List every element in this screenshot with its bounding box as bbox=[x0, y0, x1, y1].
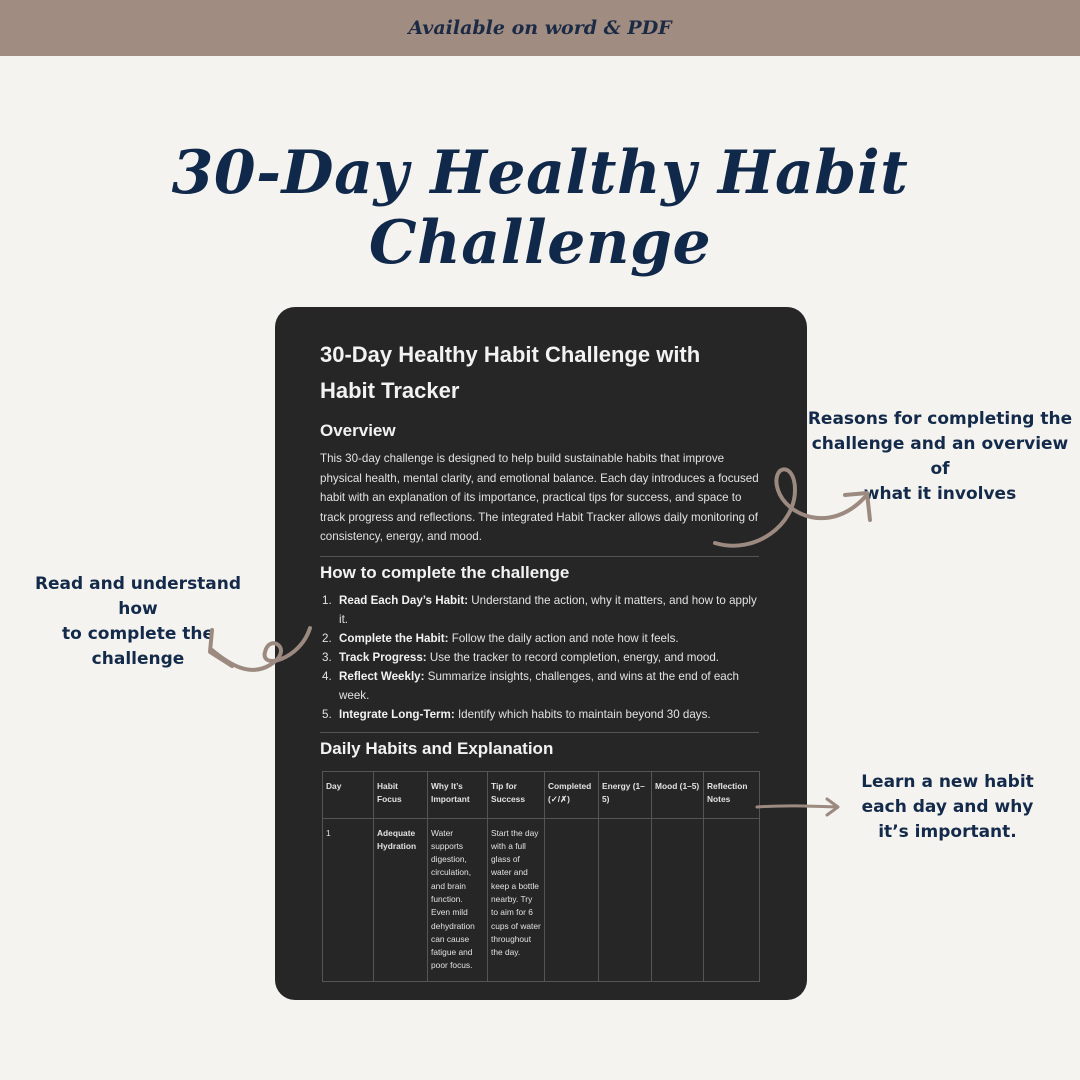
step-item bbox=[320, 648, 759, 667]
step-label: Read Each Day’s Habit: bbox=[339, 593, 469, 607]
step-label: Integrate Long-Term: bbox=[339, 707, 455, 721]
column-header: Mood (1–5) bbox=[652, 771, 704, 818]
step-number: 3. bbox=[322, 650, 332, 664]
annotation-daily-habits bbox=[830, 770, 1065, 845]
step-label: Track Progress: bbox=[339, 650, 427, 664]
column-header: Habit Focus bbox=[374, 771, 428, 818]
table-cell: Start the day with a full glass of water and keep a bottle nearby. Try to aim for 6 cups of water throughout the day. bbox=[488, 818, 545, 981]
habit-table bbox=[322, 771, 760, 982]
table-cell bbox=[545, 818, 599, 981]
annotation-line: each day and why bbox=[861, 797, 1034, 817]
step-item bbox=[320, 705, 759, 724]
arrow-right-icon bbox=[755, 795, 845, 819]
document-title-line1: 30-Day Healthy Habit Challenge with bbox=[320, 342, 701, 367]
divider bbox=[320, 556, 759, 557]
step-item bbox=[320, 591, 759, 629]
curly-arrow-icon bbox=[700, 455, 890, 565]
steps-list bbox=[320, 591, 759, 724]
step-number: 4. bbox=[322, 669, 332, 683]
top-banner bbox=[0, 0, 1080, 56]
overview-heading: Overview bbox=[320, 421, 396, 440]
howto-heading: How to complete the challenge bbox=[320, 562, 570, 582]
step-item bbox=[320, 629, 759, 648]
column-header: Day bbox=[323, 771, 374, 818]
annotation-line: Learn a new habit bbox=[861, 772, 1034, 792]
step-label: Reflect Weekly: bbox=[339, 669, 425, 683]
document-title bbox=[320, 337, 759, 409]
table-cell bbox=[704, 818, 760, 981]
table-row bbox=[323, 818, 760, 981]
step-text: Use the tracker to record completion, energy, and mood. bbox=[426, 650, 720, 664]
step-text: Understand the action, why it matters, and how to apply it. bbox=[339, 593, 757, 626]
table-header-row bbox=[323, 771, 760, 818]
daily-heading: Daily Habits and Explanation bbox=[320, 738, 554, 758]
document-preview bbox=[275, 307, 807, 1000]
step-item bbox=[320, 667, 759, 705]
step-text: Summarize insights, challenges, and wins at the end of each week. bbox=[339, 669, 739, 702]
annotation-line: Read and understand how bbox=[34, 574, 242, 619]
column-header: Energy (1–5) bbox=[599, 771, 652, 818]
divider bbox=[320, 732, 759, 733]
document-title-line2: Habit Tracker bbox=[320, 378, 460, 403]
annotation-line: to complete the challenge bbox=[61, 624, 215, 669]
annotation-line: it’s important. bbox=[878, 822, 1017, 842]
column-header: Tip for Success bbox=[488, 771, 545, 818]
column-header: Reflection Notes bbox=[704, 771, 760, 818]
page-title: 30-Day Healthy Habit Challenge bbox=[171, 138, 909, 278]
step-text: Identify which habits to maintain beyond 30 days. bbox=[454, 707, 711, 721]
annotation-line: challenge and an overview of bbox=[811, 434, 1069, 479]
step-number: 5. bbox=[322, 707, 332, 721]
curly-arrow-icon bbox=[200, 620, 320, 680]
table-cell: Water supports digestion, circulation, and brain function. Even mild dehydration can cause fatigue and poor focus. bbox=[428, 818, 488, 981]
step-number: 1. bbox=[322, 593, 332, 607]
annotation-line: what it involves bbox=[863, 484, 1017, 504]
annotation-line: Reasons for completing the bbox=[807, 409, 1073, 429]
step-label: Complete the Habit: bbox=[339, 631, 449, 645]
table-cell bbox=[599, 818, 652, 981]
table-cell bbox=[652, 818, 704, 981]
column-header: Why It’s Important bbox=[428, 771, 488, 818]
overview-text: This 30-day challenge is designed to help build sustainable habits that improve physical health, mental clarity, and emotional balance. Each day introduces a focused habit with an explanation of its importance, practical tips for success, and space to track progress and reflections. The integrated Habit Tracker allows daily monitoring of consistency, energy, and mood. bbox=[320, 452, 759, 543]
column-header: Completed (✓/✗) bbox=[545, 771, 599, 818]
banner-text: Available on word & PDF bbox=[408, 17, 672, 39]
table-cell: 1 bbox=[323, 818, 374, 981]
table-cell: Adequate Hydration bbox=[374, 818, 428, 981]
step-text: Follow the daily action and note how it feels. bbox=[448, 631, 679, 645]
step-number: 2. bbox=[322, 631, 332, 645]
